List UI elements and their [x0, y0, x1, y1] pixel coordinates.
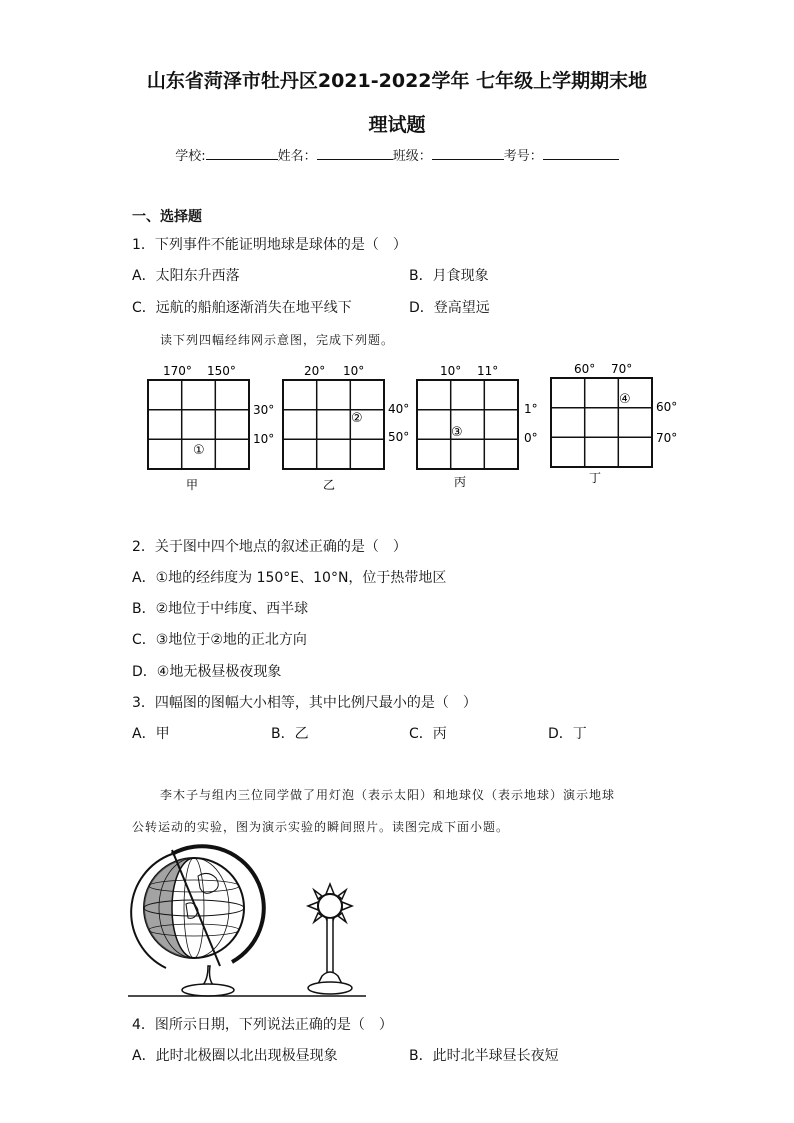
- q2-option-d[interactable]: D．④地无极昼极夜现象: [132, 664, 282, 680]
- q2-stem: 2．关于图中四个地点的叙述正确的是（ ）: [132, 539, 407, 555]
- q1-option-c[interactable]: C．远航的船舶逐渐消失在地平线下: [132, 300, 352, 316]
- grid-jia-side-label-1: 30°: [253, 403, 275, 417]
- grid-ding: [551, 362, 677, 485]
- school-label: 学校:: [175, 149, 206, 164]
- section-heading: 一、选择题: [132, 209, 202, 225]
- q1-stem: 1．下列事件不能证明地球是球体的是（ ）: [132, 237, 407, 253]
- page-title-line1: 山东省菏泽市牡丹区2021-2022学年 七年级上学期期末地: [146, 70, 648, 92]
- name-blank[interactable]: [317, 147, 393, 160]
- globe-lamp-illustration: [128, 842, 368, 1002]
- marker-3: ③: [451, 425, 463, 440]
- class-label: 班级：: [392, 149, 432, 164]
- q2-option-b[interactable]: B．②地位于中纬度、西半球: [132, 601, 309, 617]
- q3-stem: 3．四幅图的图幅大小相等，其中比例尺最小的是（ ）: [132, 695, 477, 711]
- q1-option-b[interactable]: B．月食现象: [409, 268, 489, 284]
- lat-long-grids-figure: [0, 358, 794, 496]
- grid-ding-top-label-1: 60°: [574, 362, 596, 376]
- marker-1: ①: [193, 443, 205, 458]
- grid-ding-top-label-2: 70°: [611, 362, 633, 376]
- grid-ding-name: 丁: [589, 471, 602, 485]
- q4-option-b[interactable]: B．此时北半球昼长夜短: [409, 1048, 559, 1064]
- grid-jia-top-label-2: 150°: [207, 364, 236, 378]
- q1-option-a[interactable]: A．太阳东升西落: [132, 268, 240, 284]
- grid-yi: [283, 364, 409, 492]
- student-info-line: [0, 145, 794, 164]
- grid-jia-top-label-1: 170°: [163, 364, 192, 378]
- grid-yi-top-label-1: 20°: [304, 364, 326, 378]
- grid-bing-side-label-2: 0°: [524, 431, 538, 445]
- id-blank[interactable]: [543, 147, 619, 160]
- grid-jia-name: 甲: [186, 478, 199, 492]
- grid-bing-top-label-2: 11°: [477, 364, 499, 378]
- q4-option-a[interactable]: A．此时北极圈以北出现极昼现象: [132, 1048, 338, 1064]
- marker-4: ④: [619, 392, 631, 407]
- lamp-sun-icon: [308, 884, 352, 994]
- q2-option-a[interactable]: A．①地的经纬度为 150°E、10°N，位于热带地区: [132, 570, 447, 586]
- school-blank[interactable]: [206, 147, 278, 160]
- class-blank[interactable]: [432, 147, 504, 160]
- intro-experiment-line1: 李木子与组内三位同学做了用灯泡（表示太阳）和地球仪（表示地球）演示地球: [160, 788, 616, 802]
- page-title-line2: 理试题: [368, 114, 426, 136]
- q1-option-d[interactable]: D．登高望远: [409, 300, 490, 316]
- grid-ding-side-label-1: 60°: [656, 400, 678, 414]
- q4-stem: 4．图所示日期，下列说法正确的是（ ）: [132, 1017, 393, 1033]
- intro-experiment-line2: 公转运动的实验，图为演示实验的瞬间照片。读图完成下面小题。: [132, 820, 510, 834]
- marker-2: ②: [351, 411, 363, 426]
- grid-bing: [417, 364, 538, 489]
- name-label: 姓名：: [277, 149, 317, 164]
- grid-bing-side-label-1: 1°: [524, 402, 538, 416]
- grid-bing-top-label-1: 10°: [440, 364, 462, 378]
- q3-option-c[interactable]: C．丙: [409, 726, 447, 742]
- q3-option-a[interactable]: A．甲: [132, 726, 170, 742]
- q3-option-d[interactable]: D．丁: [548, 726, 587, 742]
- globe-icon: [131, 846, 264, 996]
- id-label: 考号：: [503, 149, 543, 164]
- grid-bing-name: 丙: [454, 475, 467, 489]
- grid-yi-top-label-2: 10°: [343, 364, 365, 378]
- grid-jia-side-label-2: 10°: [253, 432, 275, 446]
- grid-yi-name: 乙: [323, 478, 336, 492]
- grid-ding-side-label-2: 70°: [656, 431, 678, 445]
- q3-option-b[interactable]: B．乙: [271, 726, 309, 742]
- grid-yi-side-label-2: 50°: [388, 430, 410, 444]
- intro-grids: 读下列四幅经纬网示意图，完成下列题。: [160, 333, 395, 347]
- grid-jia: [148, 364, 274, 492]
- grid-yi-side-label-1: 40°: [388, 402, 410, 416]
- q2-option-c[interactable]: C．③地位于②地的正北方向: [132, 632, 307, 648]
